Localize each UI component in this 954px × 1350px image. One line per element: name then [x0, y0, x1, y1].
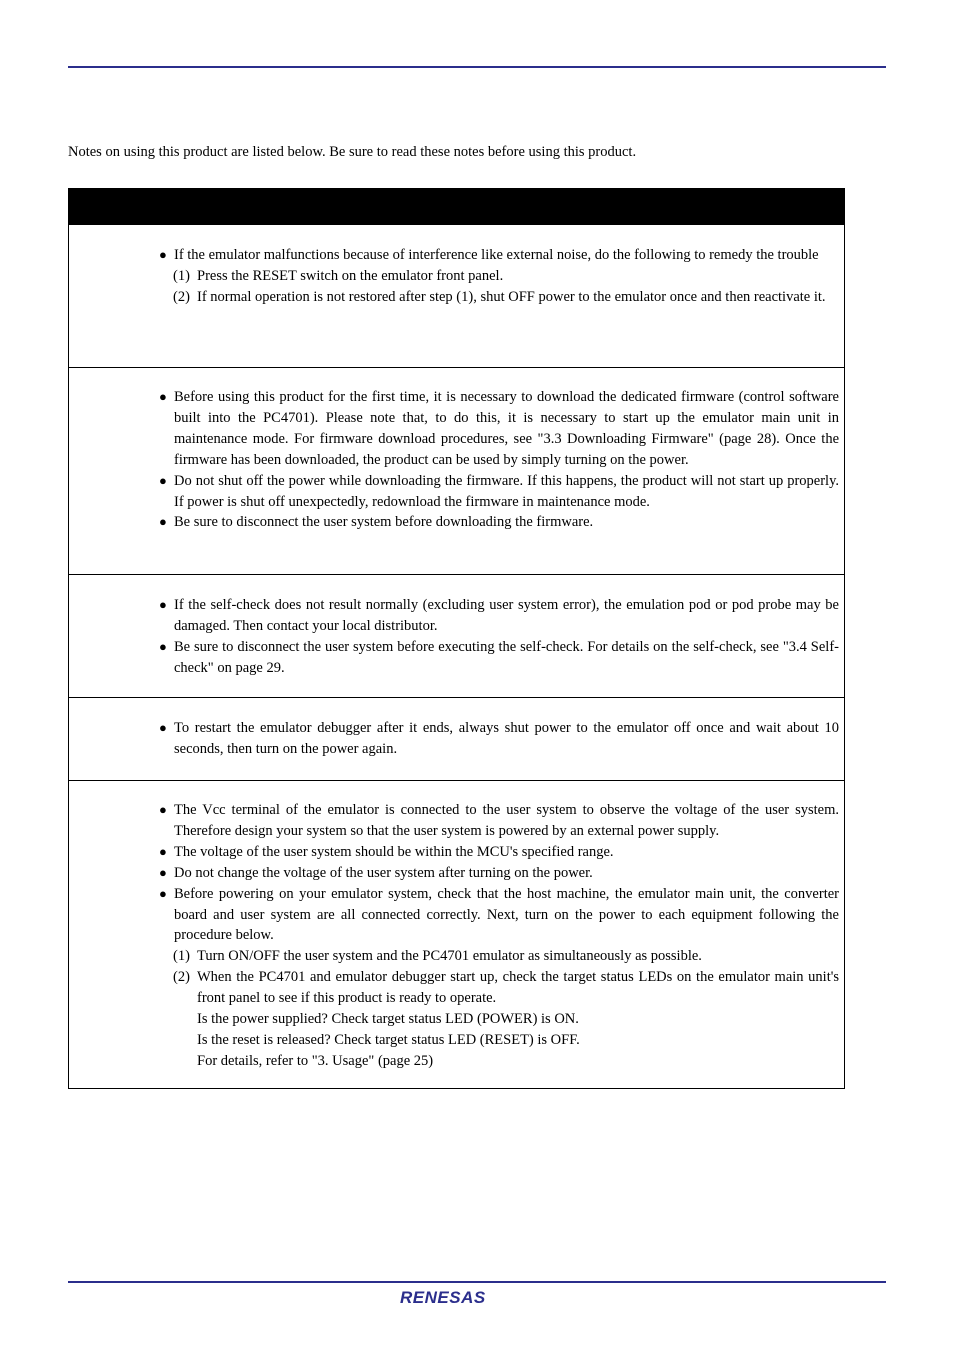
- list-item: (2) When the PC4701 and emulator debugger start up, check the target status LEDs on the emulator main unit's front panel to see if this product is ready to operate.: [173, 969, 839, 1007]
- bullet-icon: ●: [159, 389, 167, 404]
- bullet-icon: ●: [159, 885, 167, 901]
- list-item: ● Before using this product for the first time, it is necessary to download the dedicated firmware (control software built into the PC4701). Please note that, to do this, it is necessary to start up the emulator main unit in maintenance mode. For firmware download procedures, see "3.3 Downloading Firmware" (page 28). Once the firmware has been downloaded, the product can be used by simply turning on the power.: [159, 389, 839, 468]
- notes-table: [68, 188, 845, 1089]
- note-section-power: [69, 780, 844, 1088]
- section-content: [157, 800, 839, 1072]
- renesas-logo: [400, 1287, 512, 1312]
- list-item: (2) If normal operation is not restored after step (1), shut OFF power to the emulator once and then reactivate it.: [173, 288, 826, 305]
- note-section-self-check: [69, 574, 844, 697]
- bullet-icon: ●: [159, 597, 167, 612]
- bullet-icon: ●: [159, 720, 167, 735]
- bullet-icon: ●: [159, 472, 167, 488]
- list-item: ● Be sure to disconnect the user system before executing the self-check. For details on the self-check, see "3.4 Self-check" on page 29.: [159, 638, 839, 676]
- svg-text:RENESAS: RENESAS: [400, 1288, 486, 1307]
- section-content: [157, 718, 839, 760]
- footer-rule: [68, 1281, 886, 1283]
- note-section-restart: [69, 697, 844, 780]
- note-section-firmware: [69, 367, 844, 574]
- renesas-logo-icon: [400, 1287, 512, 1307]
- section-content: [157, 387, 839, 533]
- list-item: For details, refer to "3. Usage" (page 25): [197, 1052, 434, 1069]
- list-item: ● The voltage of the user system should be within the MCU's specified range.: [157, 842, 839, 863]
- list-item: ● Do not shut off the power while downloading the firmware. If this happens, the product will not start up properly. If power is shut off unexpectedly, redownload the firmware in maintenance mode.: [159, 472, 839, 510]
- list-item: ● The Vcc terminal of the emulator is connected to the user system to observe the voltage of the user system. Therefore design your system so that the user system is powered by an external power supply.: [159, 802, 839, 839]
- list-item: ● Before powering on your emulator system, check that the host machine, the emulator main unit, the converter board and user system are all connected correctly. Next, turn on the power to each equipment following the procedure below.: [159, 885, 839, 944]
- note-section-noise: [69, 225, 844, 368]
- list-item: ● If the emulator malfunctions because of interference like external noise, do the following to remedy the trouble: [157, 245, 839, 266]
- list-item: ● Do not change the voltage of the user system after turning on the power.: [157, 863, 839, 884]
- list-item: Is the power supplied? Check target status LED (POWER) is ON.: [197, 1011, 579, 1028]
- list-item: ● If the self-check does not result normally (excluding user system error), the emulation pod or pod probe may be damaged. Then contact your local distributor.: [159, 597, 839, 634]
- bullet-icon: ●: [159, 802, 167, 817]
- section-content: [157, 245, 839, 308]
- list-item: ● To restart the emulator debugger after it ends, always shut power to the emulator off once and wait about 10 seconds, then turn on the power again.: [159, 720, 839, 757]
- intro-text: Notes on using this product are listed below. Be sure to read these notes before using this product.: [68, 144, 637, 160]
- bullet-icon: ●: [159, 638, 167, 654]
- table-header-bar: [69, 189, 844, 225]
- bullet-icon: ●: [159, 247, 167, 262]
- list-item: Is the reset is released? Check target status LED (RESET) is OFF.: [197, 1031, 580, 1048]
- list-item: (1) Turn ON/OFF the user system and the PC4701 emulator as simultaneously as possible.: [173, 948, 702, 965]
- list-item: ● Be sure to disconnect the user system before downloading the firmware.: [157, 512, 839, 533]
- bullet-icon: ●: [159, 864, 167, 880]
- bullet-icon: ●: [159, 514, 167, 530]
- bullet-icon: ●: [159, 843, 167, 859]
- section-content: [157, 595, 839, 679]
- list-item: (1) Press the RESET switch on the emulator front panel.: [173, 267, 504, 284]
- header-rule: [68, 66, 886, 68]
